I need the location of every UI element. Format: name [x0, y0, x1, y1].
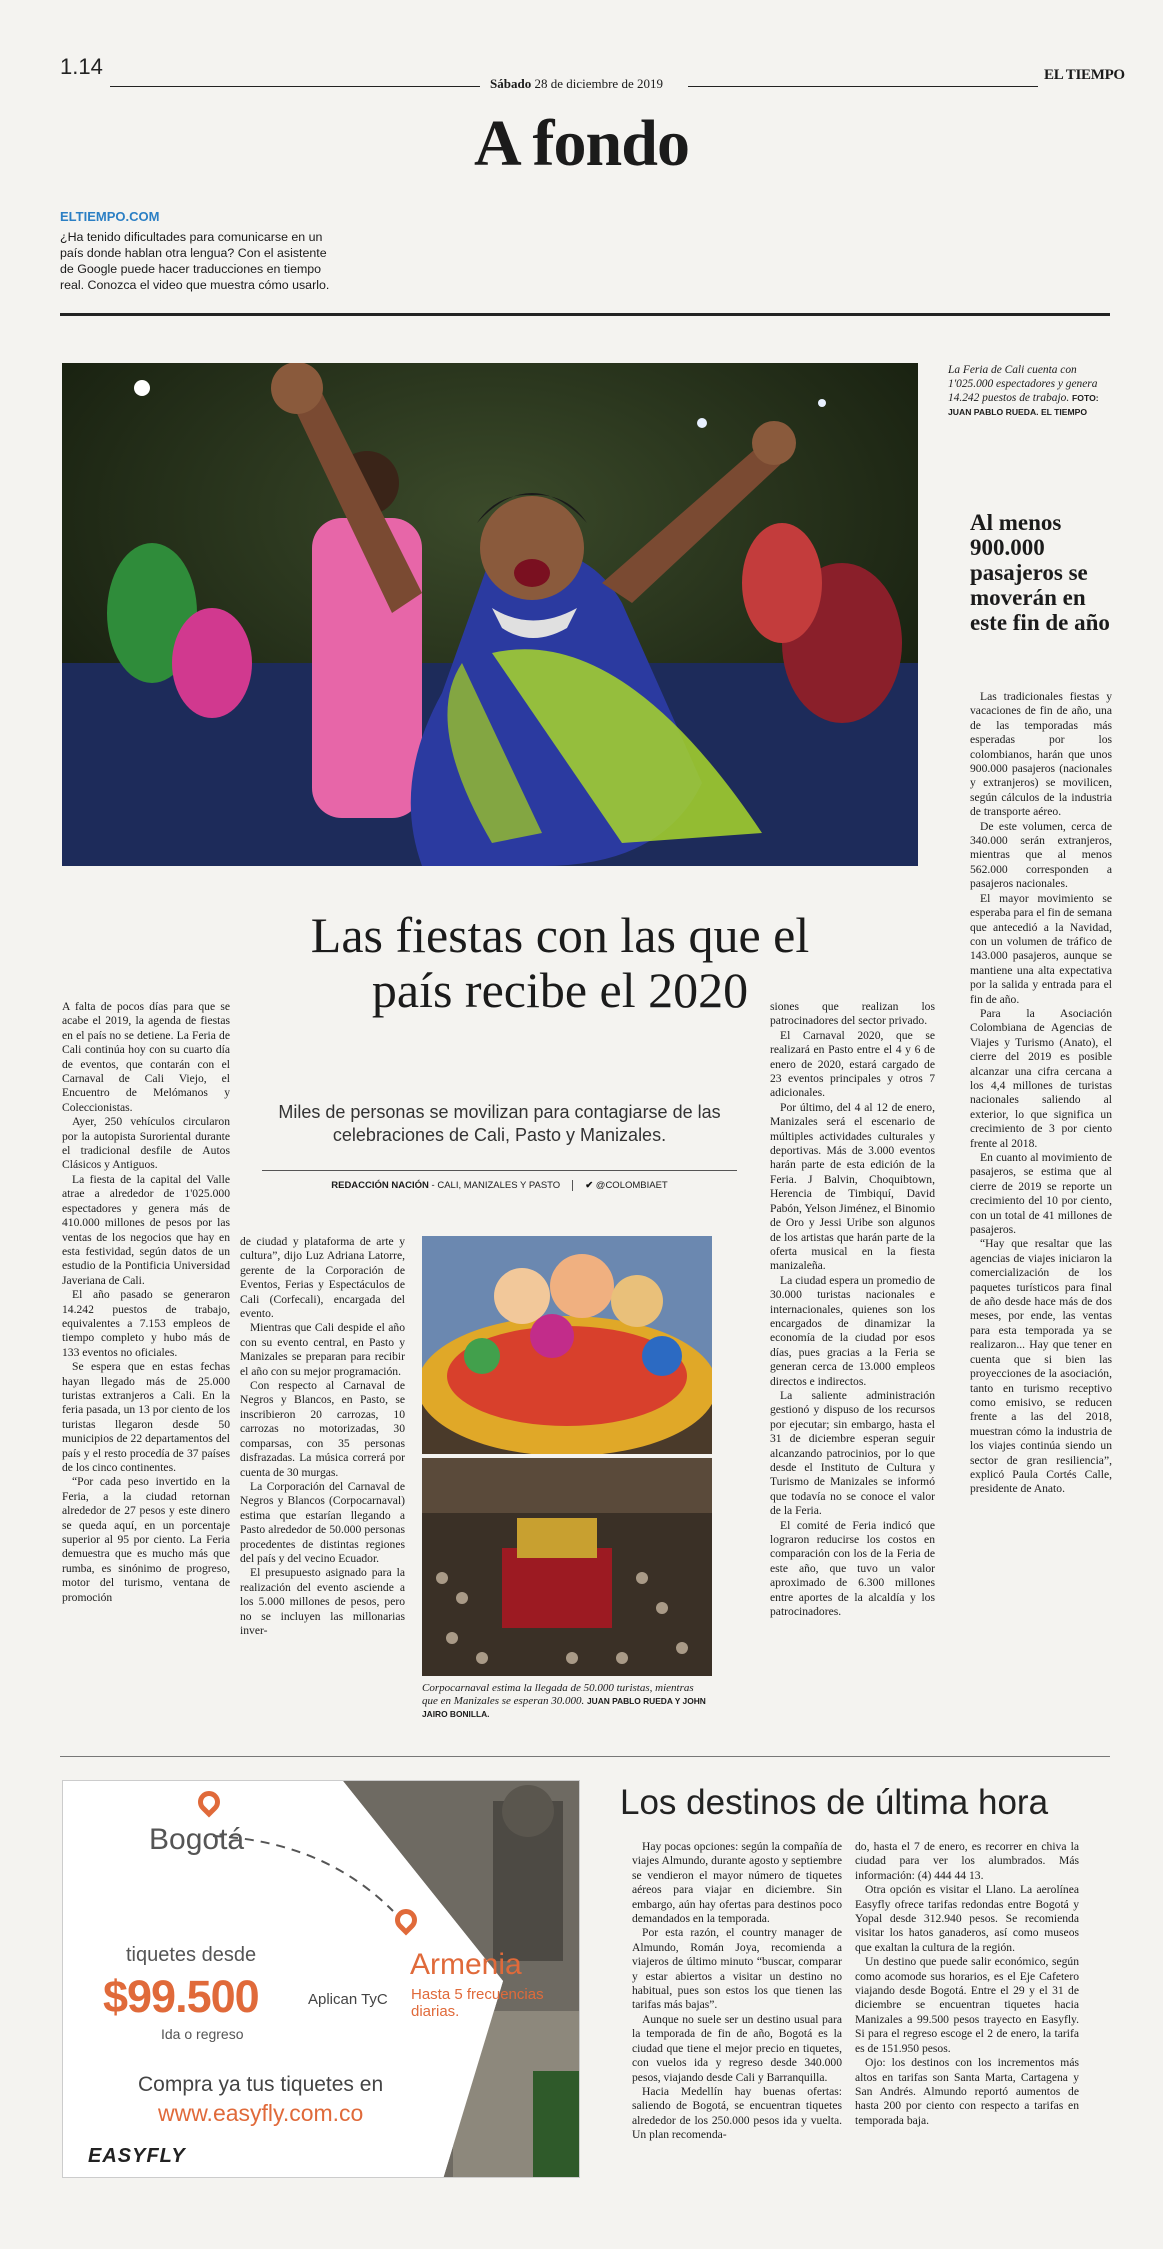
sidebar-paragraph: “Hay que resaltar que las agencias de viajes iniciaron la comercialización de los paquetes turísticos para final de año desde hace más de dos meses, por ende, las ventas para esta temporada ya se realizaron... Hay que tener en cuenta que si bien las proyecciones de la asociación, tanto en turismo receptivo como emisivo, se reducen frente a las del 2018, muestran cómo la industria de los viajes continúa siendo un sector de gran resiliencia”, explicó Paula Cortés Calle, presidente de Anato.	[970, 1237, 1112, 1496]
header-rule-right	[688, 86, 1038, 87]
promo-text: ¿Ha tenido dificultades para comunicarse en un país donde hablan otra lengua? Con el asistente de Google puede hacer traducciones en tiempo real. Conozca el video que muestra cómo usarlo.	[60, 230, 330, 292]
article-headline: Las fiestas con las que el país recibe el 2020	[310, 907, 810, 1018]
inset-caption-credit: JUAN PABLO RUEDA Y JOHN JAIRO BONILLA.	[422, 1696, 706, 1719]
bottom-section-rule	[60, 1756, 1110, 1757]
article-paragraph: El año pasado se generaron 14.242 puestos de trabajo, equivalentes a 7.153 empleos de tiempo completo y hubo más de 133 eventos no oficiales.	[62, 1288, 230, 1359]
article-paragraph: El presupuesto asignado para la realización del evento asciende a los 5.000 millones de pesos, pero no se incluyen las millonarias inver-	[240, 1566, 405, 1637]
twitter-icon: ✔	[585, 1180, 594, 1191]
photo-crowd-illustration	[422, 1458, 712, 1676]
sidebar-paragraph: Para la Asociación Colombiana de Agencias de Viajes y Turismo (Anato), el cierre del 2019 es posible alcanzar una cifra cercana a los 4,4 millones de turistas nacionales saliendo al exterior, lo que significa un crecimiento de 3 por ciento frente al 2018.	[970, 1006, 1112, 1150]
sidebar-body	[970, 690, 1112, 1497]
article-paragraph: La ciudad espera un promedio de 30.000 turistas nacionales e internacionales, quienes son los encargados de dinamizar la economía de la ciudad por esos días, pues gracias a la Feria se generan cerca de 13.000 empleos directos e indirectos.	[770, 1273, 935, 1388]
article-paragraph: Mientras que Cali despide el año con su evento central, en Pasto y Manizales se preparan para recibir el año con su mejor programación.	[240, 1321, 405, 1378]
sidebar-headline: Al menos 900.000 pasajeros se moverán en este fin de año	[970, 510, 1110, 635]
article-paragraph: Ayer, 250 vehículos circularon por la autopista Suroriental durante el tradicional desfile de Autos Clásicos y Antiguos.	[62, 1115, 230, 1172]
byline-author: REDACCIÓN NACIÓN - CALI, MANIZALES Y PASTO	[331, 1180, 561, 1191]
article-paragraph: A falta de pocos días para que se acabe el 2019, la agenda de fiestas en el país no se detiene. La Feria de Cali continúa hoy con su cuarto día de eventos, que contarán con el Carnaval de Cali Viejo, el Encuentro de Melómanos y Coleccionistas.	[62, 1000, 230, 1114]
destinos-headline: Los destinos de última hora	[620, 1783, 1049, 1822]
twitter-handle[interactable]: ✔ @COLOMBIAET	[585, 1180, 668, 1191]
photo-float-illustration	[422, 1236, 712, 1454]
article-paragraph: La Corporación del Carnaval de Negros y Blancos (Corpocarnaval) estima que estarían llegando a Pasto alrededor de 50.000 personas procedentes de distintas regiones del país y del vecino Ecuador.	[240, 1479, 405, 1565]
destinos-paragraph: Aunque no suele ser un destino usual para la temporada de fin de año, Bogotá es la ciudad que tiene el mejor precio en tiquetes, con vuelos ida y regreso desde 340.000 pesos, viajando desde Cali y Barranquilla.	[632, 2012, 842, 2084]
page-number: 1.14	[60, 54, 103, 79]
destinos-column-1	[632, 1840, 842, 2143]
ad-trip-type: Ida o regreso	[161, 2026, 244, 2042]
article-paragraph: Se espera que en estas fechas hayan llegado más de 25.000 turistas extranjeros a Cali. En la feria pasada, un 13 por ciento de los turistas llegaron desde 50 municipios de 22 departamentos del país y el resto procedía de 37 países de los cinco continentes.	[62, 1360, 230, 1474]
article-paragraph: de ciudad y plataforma de arte y cultura”, dijo Luz Adriana Latorre, gerente de la Corporación de Eventos, Ferias y Espectáculos de Cali (Corfecali), encargada del evento.	[240, 1235, 405, 1321]
ad-cta: Compra ya tus tiquetes en	[138, 2073, 384, 2096]
destinos-paragraph: Hay pocas opciones: según la compañía de viajes Almundo, durante agosto y septiembre se vendieron el mayor número de tiquetes aéreos para viajar en diciembre. Sin embargo, aún hay ofertas para destinos poco demandados en la temporada.	[632, 1840, 842, 1926]
article-paragraph: El Carnaval 2020, que se realizará en Pasto entre el 4 y 6 de enero de 2020, estará cargado de 23 eventos principales y otros 7 adicionales.	[770, 1028, 935, 1100]
inset-caption	[422, 1682, 712, 1721]
article-paragraph: “Por cada peso invertido en la Feria, a la ciudad retornan alrededor de 27 pesos y este dinero se queda aquí, en un porcentaje superior al 95 por ciento. La Feria demuestra que es mucho más que rumba, es sinónimo de progreso, motor del turismo, ventana de promoción	[62, 1475, 230, 1604]
sidebar-paragraph: El mayor movimiento se esperaba para el fin de semana que antecedió a la Navidad, con un volumen de tráfico de 143.000 pasajeros, aunque se mantiene una alta expectativa por la salida y entrada para el fin de año.	[970, 891, 1112, 1006]
article-column-1	[62, 1000, 230, 1605]
date-day: Sábado	[490, 76, 532, 91]
promo-site-link[interactable]: ELTIEMPO.COM	[60, 209, 160, 224]
ad-frequency: Hasta 5 frecuencias diarias.	[411, 1986, 544, 2020]
easyfly-advertisement[interactable]	[62, 1780, 580, 2178]
main-caption-text: La Feria de Cali cuenta con 1'025.000 espectadores y genera 14.242 puestos de trabajo.	[948, 364, 1098, 404]
byline-separator	[572, 1180, 573, 1191]
article-byline	[262, 1180, 737, 1191]
section-title: A fondo	[474, 107, 689, 180]
inset-caption-text: Corpocarnaval estima la llegada de 50.000 turistas, mientras que en Manizales se esperan 30.000.	[422, 1682, 694, 1707]
sidebar-paragraph: De este volumen, cerca de 340.000 serán extranjeros, mientras que al menos 562.000 corresponden a pasajeros nacionales.	[970, 819, 1112, 891]
article-paragraph: La fiesta de la capital del Valle atrae a alrededor de 1'025.000 espectadores y genera más de 410.000 millones de pesos por las ventas de los negocios que hay en esta festividad, según datos de un estudio de la Pontificia Universidad Javeriana de Cali.	[62, 1172, 230, 1287]
date-rest: 28 de diciembre de 2019	[534, 76, 663, 91]
destinos-paragraph: Un destino que puede salir económico, según como acomode sus horarios, es el Eje Cafetero viajando desde Bogotá. Entre el 29 y el 31 de diciembre se encuentran tiquetes hacia Manizales a 99.500 pesos trayecto en Easyfly. Si para el regreso escoge el 2 de enero, la tarifa es de 151.950 pesos.	[855, 1955, 1079, 2055]
brand-logo: EL TIEMPO	[1044, 67, 1125, 83]
destinos-paragraph: Otra opción es visitar el Llano. La aerolínea Easyfly ofrece tarifas redondas entre Bogotá y Yopal desde 312.940 pesos. Se recomienda visitar los hatos ganaderos, así como museos que exaltan la cultura de la región.	[855, 1883, 1079, 1954]
article-column-3	[770, 1000, 935, 1619]
page-date	[490, 76, 663, 92]
destinos-paragraph: Por esta razón, el country manager de Almundo, Román Joya, recomienda a viajeros de último minuto “buscar, comparar y estar abiertos a visitar un destino no habitual, pues son estos los que tienen las tarifas más bajas”.	[632, 1926, 842, 2012]
article-paragraph: Por último, del 4 al 12 de enero, Manizales será el escenario de múltiples actividades culturales y deportivas. Más de 3.000 eventos harán parte de esta edición de la Feria. J Balvin, Choquibtown, Herencia de Timbiquí, David Pabón, Yelson Jiménez, el Binomio de Oro y Jessi Uribe son algunos de los artistas que harán parte de la oferta musical en la fiesta manizaleña.	[770, 1100, 935, 1273]
section-rule	[60, 313, 1110, 316]
inset-photo-crowd	[422, 1458, 712, 1676]
article-column-2	[240, 1235, 405, 1638]
ad-price: $99.500	[103, 1971, 259, 2022]
sidebar-paragraph: Las tradicionales fiestas y vacaciones de fin de año, una de las temporadas más esperadas por los colombianos, harán que unos 900.000 pasajeros (nacionales y extranjeros) se movilicen, según cálculos de la industria de transporte aéreo.	[970, 690, 1112, 819]
ad-url[interactable]: www.easyfly.com.co	[158, 2100, 364, 2126]
easyfly-logo: EASYFLY	[88, 2145, 186, 2167]
ad-origin: Bogotá	[149, 1823, 245, 1856]
inset-photo-carroza	[422, 1236, 712, 1454]
header-rule-left	[110, 86, 480, 87]
byline-rule-top	[262, 1170, 737, 1171]
main-photo-caption	[948, 363, 1108, 419]
destinos-paragraph: Ojo: los destinos con los incrementos más altos en tarifas son Santa Marta, Cartagena y San Andrés. Almundo reportó aumentos de hasta 200 por ciento con respecto a tarifas en temporada baja.	[855, 2056, 1079, 2127]
main-caption-credit: FOTO: JUAN PABLO RUEDA. EL TIEMPO	[948, 393, 1099, 417]
ad-destination: Armenia	[410, 1948, 522, 1981]
ad-conditions: Aplican TyC	[308, 1991, 388, 2008]
ad-tickets-from: tiquetes desde	[126, 1944, 257, 1966]
article-paragraph: Con respecto al Carnaval de Negros y Blancos, en Pasto, se inscribieron 20 carrozas, 10 carrozas no motorizadas, 30 comparsas, con 35 personas disfrazadas. La música correrá por cuenta de 30 murgas.	[240, 1379, 405, 1479]
destinos-column-2	[855, 1840, 1079, 2128]
photo-dancers-illustration	[62, 363, 918, 866]
sidebar-paragraph: En cuanto al movimiento de pasajeros, se estima que al cierre de 2019 se reporte un crecimiento del 10 por ciento, con un total de 41 millones de pasajeros.	[970, 1151, 1112, 1237]
article-paragraph: siones que realizan los patrocinadores del sector privado.	[770, 1000, 935, 1028]
destinos-paragraph: Hacia Medellín hay buenas ofertas: saliendo de Bogotá, se encuentran tiquetes alrededor de los 250.000 pesos ida y vuelta. Un plan recomenda-	[632, 2084, 842, 2142]
main-photo-feria-cali	[62, 363, 918, 866]
article-deck: Miles de personas se movilizan para contagiarse de las celebraciones de Cali, Pasto y Manizales.	[278, 1102, 721, 1145]
destinos-paragraph: do, hasta el 7 de enero, es recorrer en chiva la ciudad para ver los alumbrados. Más información: (4) 444 44 13.	[855, 1840, 1079, 1882]
article-paragraph: El comité de Feria indicó que lograron reducirse los costos en comparación con los de la Feria de este año, que tuvo un valor aproximado de 6.300 millones entre aportes de la alcaldía y los patrocinadores.	[770, 1518, 935, 1619]
article-paragraph: La saliente administración gestionó y dispuso de los recursos por ejecutar; sin embargo, hasta el 31 de diciembre esperan seguir alcanzando patrocinios, por lo que desde el Instituto de Cultura y Turismo de Manizales se informó que todavía no se conoce el valor de la Feria.	[770, 1388, 935, 1518]
